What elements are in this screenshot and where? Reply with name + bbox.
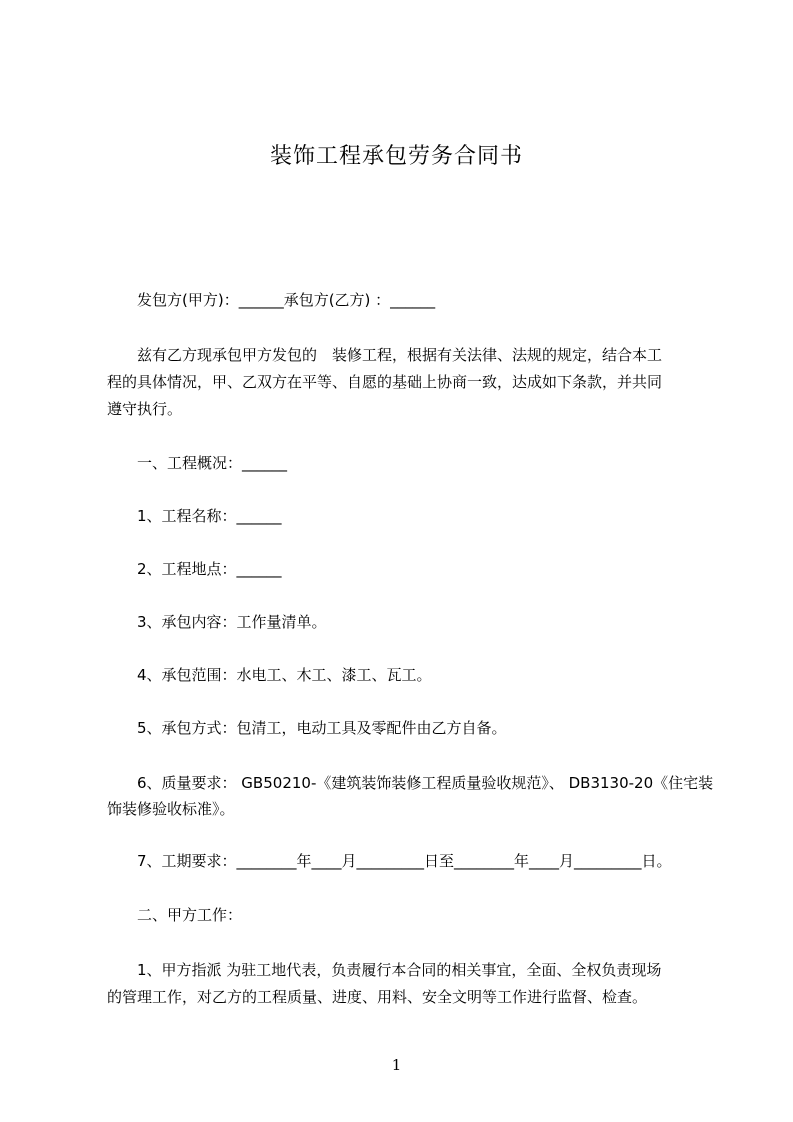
section-2-item-1-line-2: 的管理工作，对乙方的工程质量、进度、用料、安全文明等工作进行监督、检查。: [107, 988, 648, 1006]
parties-line: 发包方(甲方)：______承包方(乙方) ：______: [137, 291, 436, 309]
intro-line-2: 程的具体情况，甲、乙双方在平等、自愿的基础上协商一致，达成如下条款，并共同: [107, 373, 663, 391]
page-title: 装饰工程承包劳务合同书: [269, 144, 523, 169]
section-1-heading: 一、工程概况：______: [137, 454, 288, 472]
page-number: 1: [391, 1056, 402, 1074]
item-schedule: 7、工期要求：________年____月_________日至________年____月_________日。: [137, 852, 672, 870]
section-2-heading: 二、甲方工作：: [137, 906, 243, 924]
item-project-name: 1、工程名称：______: [137, 507, 282, 525]
item-quality-line-2: 饰装修验收标准》。: [107, 800, 235, 818]
item-contract-method: 5、承包方式：包清工，电动工具及零配件由乙方自备。: [137, 719, 507, 737]
intro-line-1: 兹有乙方现承包甲方发包的 装修工程，根据有关法律、法规的规定，结合本工: [137, 346, 663, 364]
item-contract-content: 3、承包内容：工作量清单。: [137, 613, 327, 631]
section-2-item-1-line-1: 1、甲方指派 为驻工地代表，负责履行本合同的相关事宜，全面、全权负责现场: [137, 961, 662, 979]
item-contract-scope: 4、承包范围：水电工、木工、漆工、瓦工。: [137, 666, 432, 684]
item-project-location: 2、工程地点：______: [137, 560, 282, 578]
intro-line-3: 遵守执行。: [107, 400, 183, 418]
item-quality-line-1: 6、质量要求： GB50210-《建筑装饰装修工程质量验收规范》、 DB3130-20《住宅装: [137, 774, 714, 792]
